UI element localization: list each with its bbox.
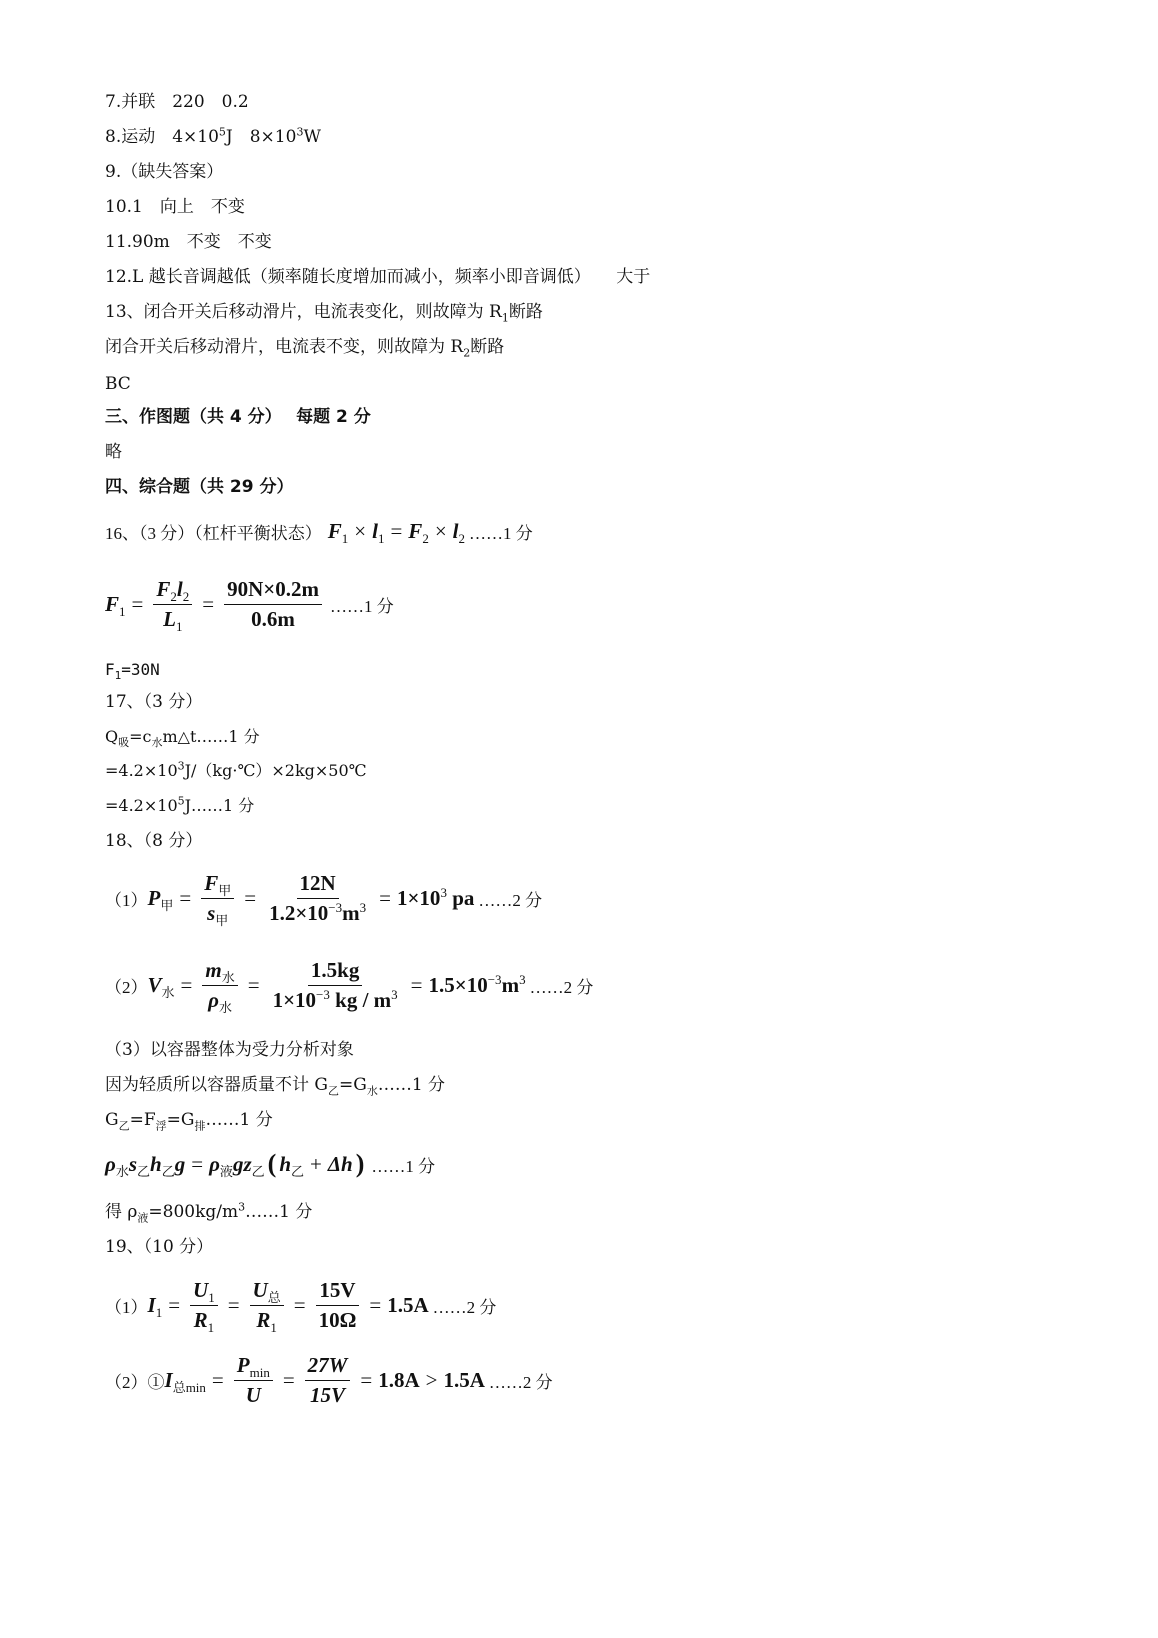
answer-8-part-b: J 8×10 (225, 127, 297, 147)
q16b-F1: $F_1$ (105, 591, 126, 619)
equals-sign: = (379, 885, 391, 910)
times-sign: × (434, 518, 447, 543)
q18-label: 18、（8 分） (105, 831, 203, 851)
q18-frac-3: $\frac{m_水}{\rho_水}$ (202, 958, 237, 1013)
q18-6-score: ……1 分 (371, 1156, 436, 1176)
answer-bc: BC (105, 374, 131, 394)
q16-score: ……1 分 (469, 523, 533, 543)
answer-11: 11.90m 不变 不变 (105, 232, 272, 252)
section-3-heading: 三、作图题（共 4 分） 每题 2 分 (105, 407, 371, 427)
q16b-frac-1: $\frac{F_2l_2}{L_1}$ (153, 577, 192, 632)
q16-result: $F_1=30N$ (105, 660, 160, 683)
answer-8-exp-1: 5 (218, 125, 226, 139)
q19-1-score: ……2 分 (432, 1297, 497, 1317)
q16b-frac-2: $\frac{90N\times 0.2m}{0.6m}$ (224, 577, 322, 632)
times-sign: × (354, 518, 367, 543)
answer-13b-tail: 断路 (470, 337, 505, 357)
answer-8-exp-2: 3 (296, 125, 304, 139)
q16-l1: $l_1$ (372, 518, 385, 546)
answer-13-sub: 1 (501, 311, 509, 325)
q17-line-1: $Q_吸=c_水m\triangle t\dots\dots 1$ 分 (105, 727, 260, 750)
equals-sign: = (180, 972, 193, 997)
q18-result-2: $1.5\times 10^{-3}m^3$ (428, 971, 526, 997)
answer-9: 9.（缺失答案） (105, 162, 224, 182)
equals-sign: = (211, 1367, 224, 1392)
equals-sign: = (369, 1292, 382, 1317)
q16-F1: $F_1$ (327, 518, 349, 546)
equals-sign: = (390, 518, 403, 543)
equals-sign: = (410, 972, 423, 997)
answer-8-part-a: 8.运动 4×10 (105, 127, 219, 147)
q19-equation-1: （1） $I_1$ = $\frac{U_1}{R_1}$ = $\frac{U_总}{R_1}$ = $\frac{15V}{10\Omega}$ = 1.5A ……2 分 (105, 1277, 497, 1335)
equals-sign: = (179, 885, 192, 910)
equals-sign: = (282, 1367, 295, 1392)
answer-8-part-c: W (303, 127, 321, 147)
equals-sign: = (244, 885, 257, 910)
q18-frac-4: $\frac{1.5kg}{1\times 10^{-3} kg / m^3}$ (272, 957, 398, 1012)
q18-equation-3: $\rho_水$ $s_乙$ $h_乙$ g = $\rho_液$ g $z_乙$ ( $h_乙$ + Δh ) ……1 分 (105, 1149, 436, 1179)
q16-equation-1 (105, 516, 533, 546)
q18-equation-2 (105, 954, 593, 1016)
answer-13-line-2 (105, 336, 504, 358)
answer-7: 7.并联 220 0.2 (105, 92, 249, 112)
q19-label: 19、（10 分） (105, 1237, 214, 1257)
q16b-score: ……1 分 (329, 596, 394, 616)
answer-13b-text: 闭合开关后移动滑片，电流表不变，则故障为 R (105, 337, 464, 357)
q16-equation-2 (105, 574, 394, 634)
answer-10: 10.1 向上 不变 (105, 197, 245, 217)
q18-result-1: $1\times 10^3$ pa (396, 884, 475, 910)
q18-frac-2: $\frac{12N}{1.2\times 10^{-3}m^3}$ (269, 870, 367, 925)
q19-2-label: （2）① (105, 1372, 165, 1392)
q18-2-score: ……2 分 (529, 977, 594, 997)
q18-equation-1 (105, 868, 542, 928)
q18-5: $G_乙=F_浮=G_排\dots\dots 1$ 分 (105, 1110, 273, 1133)
answer-13-tail: 断路 (508, 302, 543, 322)
q18-3: （3）以容器整体为受力分析对象 (105, 1040, 354, 1060)
q19-1-label: （1） (105, 1297, 148, 1317)
q17-line-2: $=4.2\times 10^3J/(kg\cdot℃)\times 2kg\times 50℃$ (105, 759, 367, 780)
equals-sign: = (227, 1292, 240, 1317)
answer-lue: 略 (105, 442, 122, 462)
equals-sign: = (191, 1151, 204, 1176)
answer-13-line-1 (105, 301, 543, 323)
q17-line-3: $=4.2\times 10^5J\dots\dots 1$ 分 (105, 794, 255, 815)
q18-frac-1: $\frac{F_甲}{s_甲}$ (201, 871, 234, 926)
q18-P: $P_甲$ (147, 885, 174, 913)
answer-13-text: 13、闭合开关后移动滑片，电流表变化，则故障为 R (105, 302, 502, 322)
equals-sign: = (131, 591, 144, 616)
q17-label: 17、（3 分） (105, 692, 203, 712)
q18-4: 因为轻质所以容器质量不计 $G_乙=G_水\dots\dots 1$ 分 (105, 1075, 446, 1098)
q18-1-score: ……2 分 (478, 890, 543, 910)
answer-8 (105, 126, 321, 148)
equals-sign: = (247, 972, 260, 997)
q18-2-label: （2） (105, 977, 148, 997)
q16-F2: $F_2$ (408, 518, 429, 546)
q16-label: 16、（3 分）（杠杆平衡状态） (105, 523, 322, 543)
q18-1-label: （1） (105, 890, 148, 910)
q18-V: $V_水$ (147, 972, 175, 1000)
answer-12: 12.L 越长音调越低（频率随长度增加而减小，频率小即音调低） 大于 (105, 267, 651, 287)
equals-sign: = (168, 1292, 181, 1317)
equals-sign: = (202, 591, 215, 616)
q19-2-score: ……2 分 (488, 1372, 553, 1392)
equals-sign: = (360, 1367, 373, 1392)
answer-13b-sub: 2 (463, 346, 471, 360)
q19-equation-2: （2）① $I_{总min}$ = $\frac{P_{min}}{U}$ = $\frac{27W}{15V}$ = 1.8A > 1.5A ……2 分 (105, 1352, 553, 1407)
q16-l2: $l_2$ (452, 518, 465, 546)
q18-7: 得 $\rho_液=800kg/m^3\dots\dots 1$ 分 (105, 1200, 313, 1225)
section-4-heading: 四、综合题（共 29 分） (105, 477, 294, 497)
equals-sign: = (293, 1292, 306, 1317)
